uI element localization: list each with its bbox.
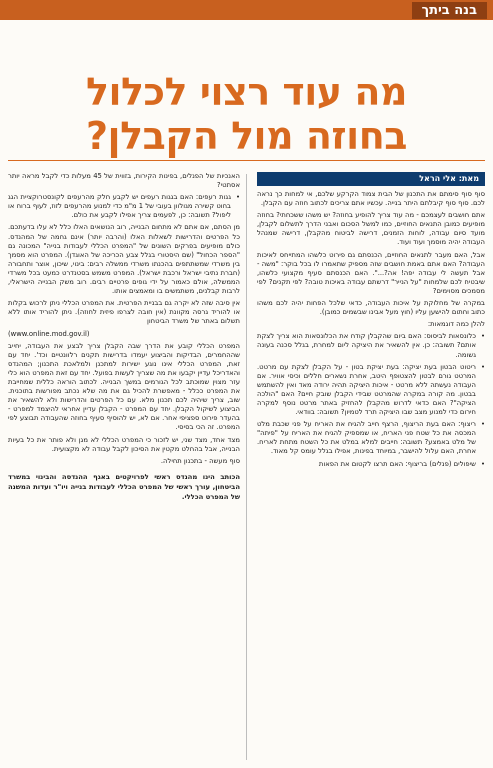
section-tab: בנה ביתך bbox=[412, 2, 487, 19]
paragraph: האנכיות של הפנלים, בפינות הקירות, בזווית של 45 מעלות כדי לקבל מראה יותר אסתטי? bbox=[8, 172, 240, 190]
paragraph: מצד אחד, מצד שני, יש לזכור כי המפרט הכללי לא מגן ולא פותר את כל בעיות הבנייה, אבל בהחלט מקטין את הסיכון לקבל עבודה לא מקצועית. bbox=[8, 435, 240, 453]
headline-rule bbox=[8, 160, 485, 161]
author-note: הכותב הינו מהנדס ראשי לפרויקטים באגף ההנדסה והבינוי במשרד הביטחון, עורך ראשי של המפרט הכללי לעבודות בנייה ויו"ר ועדות המשנה של המפרט הכללי. bbox=[8, 472, 240, 501]
article-column-right bbox=[257, 172, 485, 762]
paragraph: במקרה של מחלוקת על איכות העבודה, כדאי שלכל הפחות יהיה לכם משהו כתוב וחתום להישען עליו (חוץ מעל אבינו שבשמים כמובן). bbox=[257, 299, 485, 317]
paragraph: סוף מעשה - בתכנון תחילה. bbox=[160, 456, 240, 465]
paragraph: מן הסתם, אם אתם לא מתחום הבנייה, רוב הנושאים האלו כלל לא עלו בדעתכם. כל הפרטים והדרישות לשאלות האלו (והרבה יותר) אינם גחמה של המהנדס. כולם מופיעים בפרקים השונים של "המפרט הכללי לעבודות בנייה" המכונה גם "הספר הכחול" (שם היסטורי בגלל צבע הכריכה של האוגדן). המפרט הוא מסמך בין משרדי שמשתתפים בהכנתו משרדי ממשלה רבים: בינוי, שיכון, אוצר ותחבורה (חברת נתיבי ישראל ורכבת ישראל). המפרט משמש בסטנדרט כמעט בכל משרדי הממשלה, אולם כאמור על ידי גופים פרטיים רבים. רוב משק הבנייה הישראלי, לרבות קבלנים, משתמשים בו ומאמצים אותו. bbox=[8, 223, 240, 296]
paragraph: אין סיבה שזה לא יקרה גם בבניית הפרטית. את המפרט הכללי ניתן לרכוש בקלות או להוריד גרסה מקוונת (אין חובה לצרפו פיזית לחוזה). ניתן להוריד אותו ללא תשלום באתר של משרד הביטחון bbox=[8, 299, 240, 326]
column-divider bbox=[246, 174, 247, 760]
bullet-item: • כלונסאות לביסוס: האם ביום שהקבלן קודח את הכלונסאות הוא צריך לצקת אותם? תשובה: כן. אין להשאיר את היציקה ליום למחרת, בגלל סכנה בעונה גשומה. bbox=[257, 332, 485, 359]
paragraph: סוף סוף סימתם את התכנון של הבית צמוד הקרקע שלכם, אי למחות כך נראה לכם. סוף סוף קיבלתם היתר בנייה. עכשיו אתם צריכים לכתוב חוזה עם הקבלן. bbox=[257, 190, 485, 208]
paragraph: להלן כמה דוגמאות: bbox=[427, 320, 485, 329]
headline-line-1: מה עוד רצוי לכלול bbox=[86, 70, 407, 115]
paragraph: אבל, האם מעבר לתנאים החוזיים, הכנסתם גם פירוט כלשהו המתייחס לאיכות העבודה? האם אתם באמת חושבים שזה מספיק שתאמרו לו בכל בוקר: "משה - אבל תעשה לי עבודה יפה! אה?...". האם הכנסתם סעיף מקצועי כלשהו, שיבטיח לכם שלמחות "על הנייר" דרשתם עבודה באיכות טובה? לפי תקנים? לפי מסמכים מסוימים? bbox=[257, 250, 485, 295]
paragraph: אתם חושבים לעצמכם - מה עוד צריך להופיע בחוזה? יש משהו ששכחתי? בחוזה מופיעים כמובן התנאים החוזיים, כמו למשל הסכום ואבני הדרך לתשלום לקבלן, מועד סיום עבודה, לוחות הזמנים, דרישה לביטוח מהקבלן, דרישה שמנהל העבודה יהיה מוסמך ועוד ועוד. bbox=[257, 211, 485, 247]
headline-line-2: בחוזה מול הקבלן? bbox=[86, 114, 407, 159]
url[interactable]: (www.online.mod.gov.il) bbox=[8, 329, 90, 338]
paragraph: המפרט הכללי קובע את הדרך שבה הקבלן צריך לבצע את העבודה, יחייב שההחמרים, הבדיקות והביצוע יעמדו בדרישות תקנים רלוונטיים וכד'. יחד עם זאת, המפרט הכללי אינו נוגע ישירות למתכנן ולמלאכת התכנון; המהנדס והאדריכל עדיין יקבעו את מה שצריך לעשות בפועל. יחד עם זאת המפרט הוא כלי עזר מצוין שמוכתב לכל הגורמים במשך הבנייה. לכתוב הוראה כללית שמחייבת את המפרט ככלל - מאפשרת להכיל גם את מה שלא נכתב מפורשות בתוכנית. שוב, צריך שיהיה לכם תכנון מלא. עם כל הפרטים והדרישות ולא להשאיר את הביצוע לשיקול הקבלן. יחד עם המפרט - הקבלן עדיין אחראי להיצמד למפרט - בהעדר פירוט ספציפי אחר. אם לא, יש להוסיף סעיף בחוזה שהעבודה תבוצע לפי המפרט. זה הכי בסיסי. bbox=[8, 341, 240, 432]
article-column-left bbox=[8, 172, 240, 762]
bullet-item: • שיפולים (פנלים) בריצוף: האם תרצו לקטום את הפאות bbox=[257, 460, 485, 469]
bullet-item: • ריצוף: האם בעת הריצוף, הרצף חייב להגיח את האריח על פני שכבת מלט המכסה את כל שטח פני האריח, או שמספיק להגיח את האריח על "פיתה" של מלט באמצע? תשובה: חייבים למלא במלט את כל השטח מתחת לאריח. אחרת, האם עלול להישבר, במיוחד בפינות, אפילו בגלל עומס קל מאוד. bbox=[257, 420, 485, 456]
headline bbox=[10, 70, 483, 158]
bullet-item: • גגות רעפים: האם בגגות רעפים יש לקבע חלק מהרעפים לקונסטרוקציית הגג בחוט קשירה מגולוון בעובי של 1 מ"מ כדי למנוע מהרעפים לזוז, לעוף ברוח או ליפול? תשובה: כן, לפעמים צריך אפילו לקבע את כולם. bbox=[8, 193, 240, 220]
byline: מאת: אלי הראל bbox=[257, 172, 485, 186]
bullet-item: • ריטוט הבטון בעת יציקה: בעת יציקת בטון - על הקבלן לצקת עם מרטט. המרטט גורם לבטון להצטופף היטב, אחרת נשארים חללים וכיסי אוויר. אם העבודה נעשתה ללא מרטט - איכות היציקה תהיה ירודה מאד ואין להשתמש בבטון. מה קורה במקרה שהמרטט שבידי הקבלן שובק חיים? האם "הולכה הציקה"? האם כדאי לדרוש מהקבלן להחזיק באתר מרטט נוסף למקרה חירום כדי למנוע מצב שבו היציקה תרד לטמיון? תשובה: בוודאי. bbox=[257, 363, 485, 418]
